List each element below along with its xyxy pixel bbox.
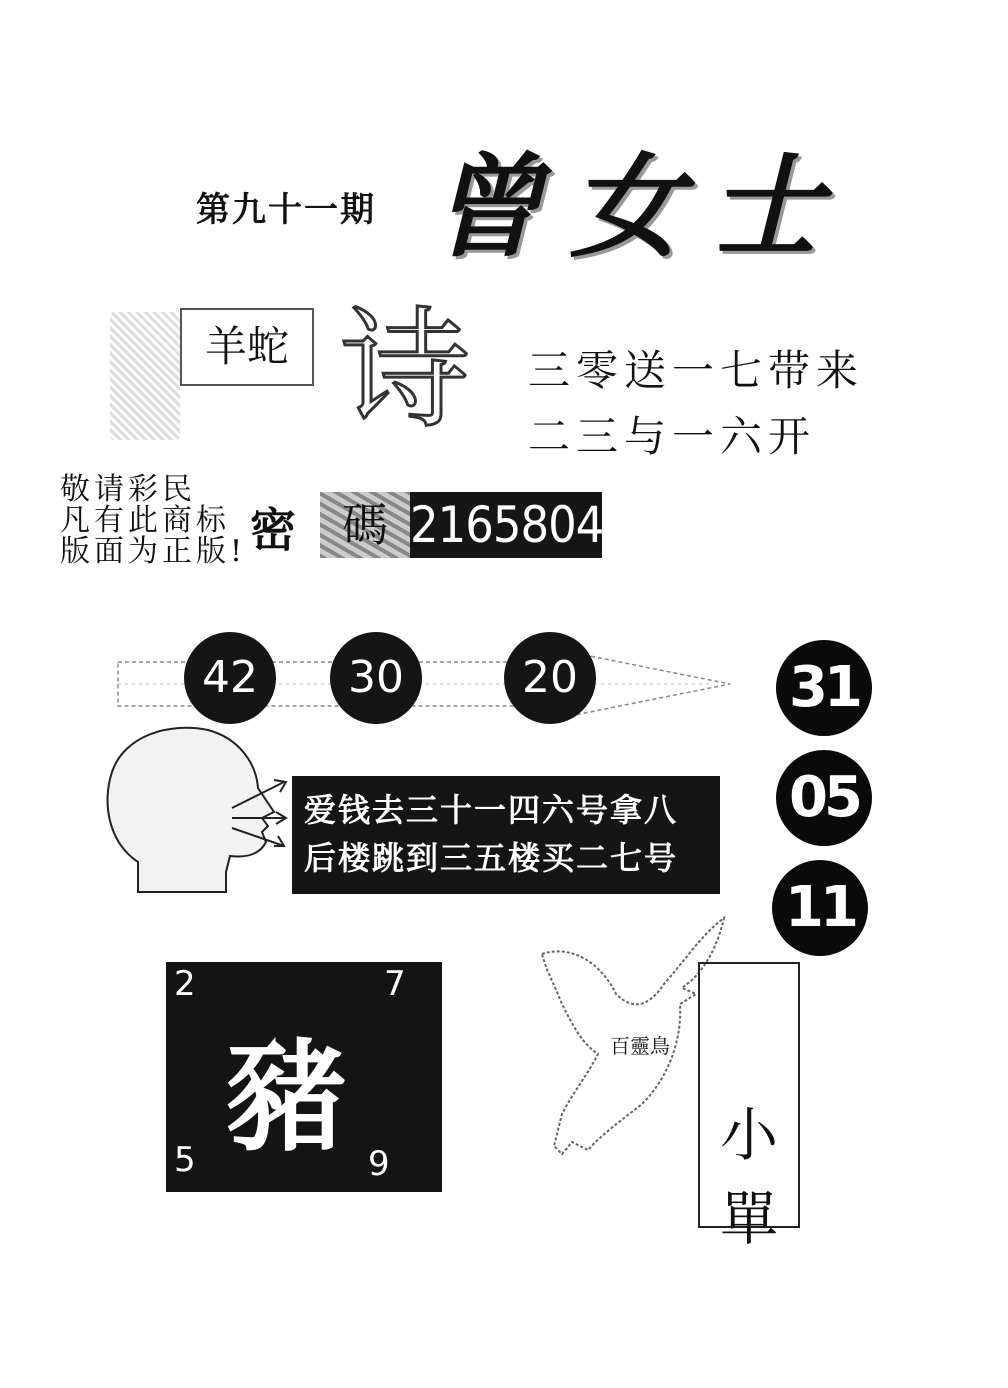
- zodiac-num-tr: 7: [384, 964, 406, 1004]
- side-ball-1: 31: [776, 640, 872, 736]
- zodiac-tag: 羊蛇: [180, 308, 314, 386]
- small-box-char-2: 單: [719, 1185, 778, 1253]
- code-label-b: 碼: [320, 492, 410, 558]
- code-label-a: 密: [250, 503, 296, 557]
- arrow-ball-2: 30: [330, 632, 422, 724]
- poem-line-1: 三零送一七带来: [528, 346, 865, 395]
- small-box-char-1: 小: [719, 1101, 778, 1169]
- tag-decoration: [110, 312, 180, 440]
- authenticity-notice: [60, 474, 246, 567]
- notice-line-2: 凡有此商标: [60, 503, 230, 538]
- side-ball-2: 05: [776, 750, 872, 846]
- code-value: 2165804: [410, 492, 602, 558]
- tip-line-1: 爱钱去三十一四六号拿八: [304, 791, 679, 829]
- issue-number: 第九十一期: [196, 190, 376, 230]
- arrow-ball-1: 42: [184, 632, 276, 724]
- side-ball-3: 11: [772, 860, 868, 956]
- arrow-ball-3: 20: [504, 632, 596, 724]
- page-title: 曾女士: [430, 142, 850, 273]
- zodiac-num-tl: 2: [174, 964, 196, 1004]
- zodiac-num-bl: 5: [174, 1140, 196, 1180]
- poem-title: 诗: [340, 294, 471, 446]
- tip-box: [292, 776, 720, 894]
- zodiac-num-br: 9: [368, 1144, 390, 1184]
- zodiac-char: 豬: [226, 1027, 346, 1168]
- bird-label: 百靈鳥: [610, 1034, 670, 1058]
- poem-line-2: 二三与一六开: [528, 412, 817, 461]
- head-silhouette: [108, 728, 274, 892]
- tip-line-2: 后楼跳到三五楼买二七号: [304, 839, 679, 877]
- head-icon: [98, 722, 298, 898]
- zodiac-box: [166, 962, 442, 1192]
- notice-line-1: 敬请彩民: [60, 472, 196, 507]
- small-box: [698, 962, 800, 1253]
- notice-line-3: 版面为正版!: [60, 534, 247, 569]
